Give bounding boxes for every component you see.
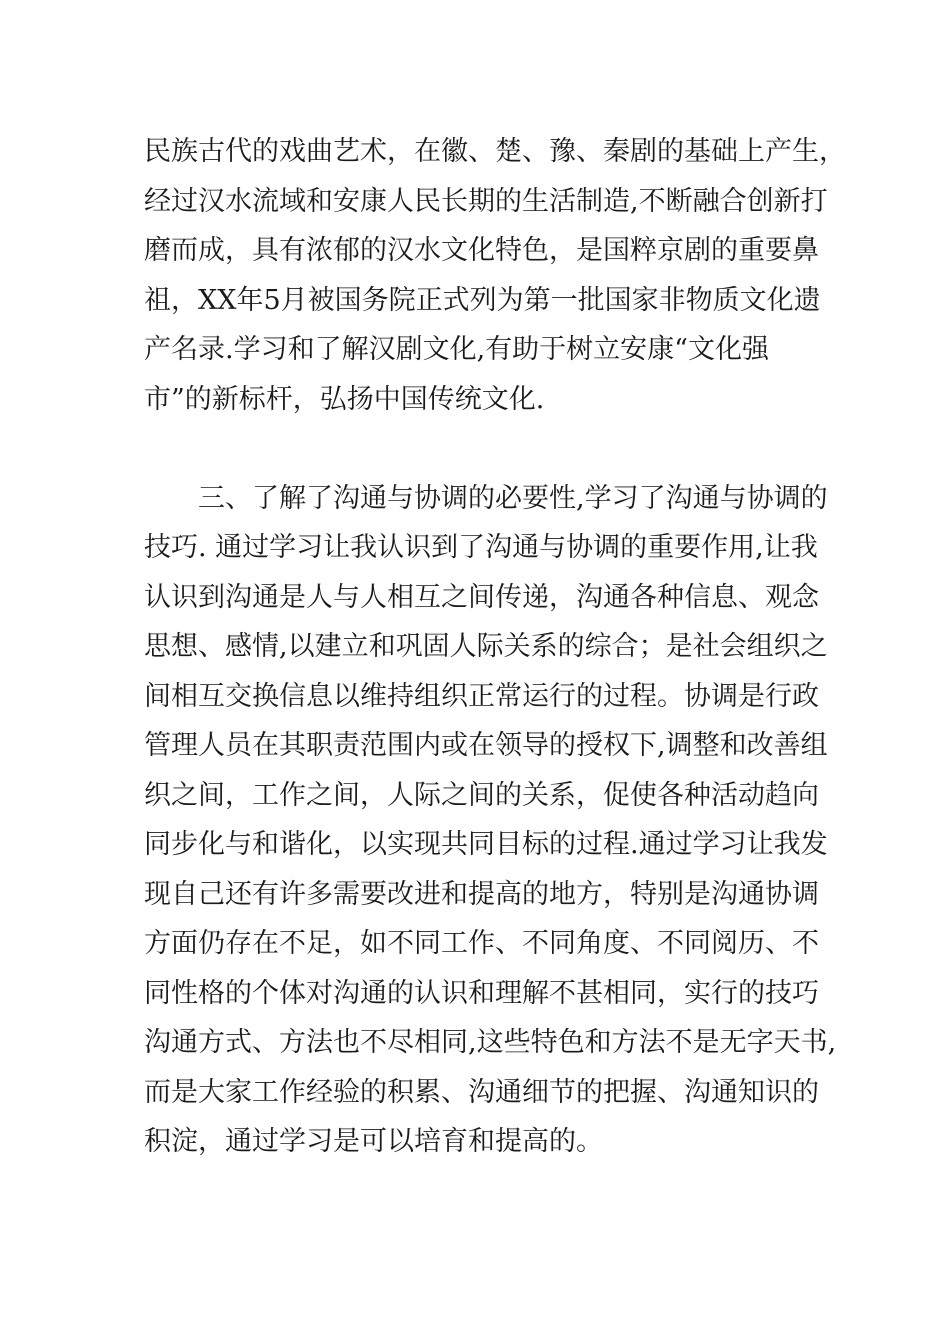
paragraph-2-line-4: 思想、感情,以建立和巩固人际关系的综合；是社会组织之: [144, 631, 828, 662]
paragraph-2-line-9: 现自己还有许多需要改进和提高的地方，特别是沟通协调: [144, 879, 819, 910]
paragraph-2-line-8: 同步化与和谐化，以实现共同目标的过程.通过学习让我发: [144, 829, 828, 860]
paragraph-1-line-1: 民族古代的戏曲艺术，在徽、楚、豫、秦剧的基础上产生，: [144, 136, 846, 167]
paragraph-2-line-2: 技巧. 通过学习让我认识到了沟通与协调的重要作用,让我: [144, 532, 818, 563]
paragraph-2-line-7: 织之间，工作之间，人际之间的关系，促使各种活动趋向: [144, 780, 819, 811]
paragraph-2-line-12: 沟通方式、方法也不尽相同,这些特色和方法不是无字天书,: [144, 1027, 837, 1058]
paragraph-1-line-6: 市”的新标杆，弘扬中国传统文化.: [144, 384, 545, 415]
paragraph-2-line-10: 方面仍存在不足，如不同工作、不同角度、不同阅历、不: [144, 928, 819, 959]
paragraph-2-line-6: 管理人员在其职责范围内或在领导的授权下,调整和改善组: [144, 730, 828, 761]
paragraph-2-line-14: 积淀，通过学习是可以培育和提高的。: [144, 1126, 603, 1157]
paragraph-2-line-3: 认识到沟通是人与人相互之间传递，沟通各种信息、观念: [144, 582, 819, 613]
paragraph-1-line-2: 经过汉水流域和安康人民长期的生活制造,不断融合创新打: [144, 186, 828, 217]
paragraph-1-line-3: 磨而成，具有浓郁的汉水文化特色，是国粹京剧的重要鼻: [144, 235, 819, 266]
paragraph-2-line-5: 间相互交换信息以维持组织正常运行的过程。协调是行政: [144, 681, 819, 712]
paragraph-2-line-13: 而是大家工作经验的积累、沟通细节的把握、沟通知识的: [144, 1077, 819, 1108]
paragraph-2-line-11: 同性格的个体对沟通的认识和理解不甚相同，实行的技巧: [144, 978, 819, 1009]
paragraph-2-line-1: 三、了解了沟通与协调的必要性,学习了沟通与协调的: [198, 483, 828, 514]
paragraph-1-line-5: 产名录.学习和了解汉剧文化,有助于树立安康“文化强: [144, 334, 769, 365]
paragraph-1-line-4: 祖，XX年5月被国务院正式列为第一批国家非物质文化遗: [144, 285, 821, 316]
